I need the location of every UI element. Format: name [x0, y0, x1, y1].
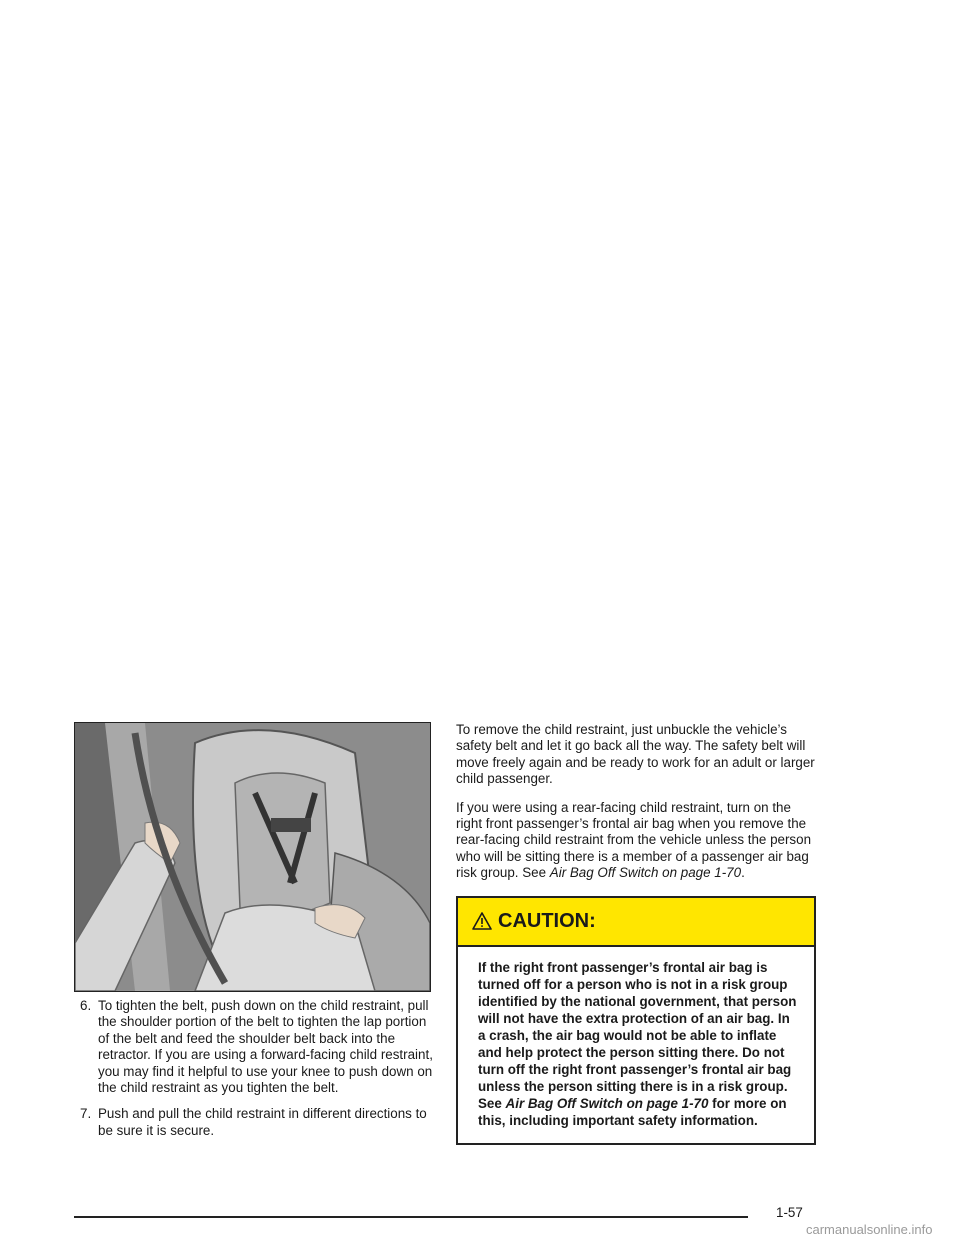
- caution-title: CAUTION:: [498, 909, 596, 932]
- step-text: Push and pull the child restraint in different directions to be sure it is secure.: [98, 1106, 427, 1138]
- paragraph-text: If you were using a rear-facing child restraint, turn on the right front passenger’s frontal air bag when you remove the rear-facing child restraint from the vehicle unless the person who will be sitting there is a member of a passenger air bag risk group. See: [456, 799, 812, 881]
- watermark: carmanualsonline.info: [806, 1222, 933, 1237]
- caution-cross-reference-link[interactable]: Air Bag Off Switch on page 1-70: [505, 1095, 709, 1111]
- step-number: 7.: [80, 1106, 92, 1122]
- step-text: To tighten the belt, push down on the child restraint, pull the shoulder portion of the belt to tighten the lap portion of the belt and feed the shoulder belt back into the retractor. If you are using a forward-facing child restraint, you may find it helpful to use your knee to push down on the child restraint as you tighten the belt.: [98, 998, 433, 1096]
- child-restraint-illustration: [74, 722, 431, 992]
- child-restraint-illustration-art: [75, 723, 430, 991]
- right-column: [456, 722, 816, 1145]
- caution-text: If the right front passenger’s frontal air bag is turned off for a person who is not in a risk group identified by the national government, that person will not have the extra protection of an air bag. In a crash, the air bag would not be able to inflate and help protect the person sitting there. Do not turn off the right front passenger’s frontal air bag unless the person sitting there is in a risk group. See: [478, 959, 797, 1111]
- footer-rule: [74, 1216, 748, 1218]
- paragraph-text-end: .: [741, 865, 745, 881]
- caution-box: [456, 896, 816, 1145]
- caution-text-end: for more on this, including important safety information.: [478, 1095, 787, 1128]
- warning-triangle-icon: [472, 911, 492, 931]
- paragraph-rear-facing: [456, 800, 816, 882]
- left-column: [74, 722, 434, 1149]
- caution-header: [458, 898, 814, 947]
- step-item: [74, 1106, 434, 1139]
- paragraph-remove-restraint: To remove the child restraint, just unbuckle the vehicle’s safety belt and let it go back all the way. The safety belt will move freely again and be ready to work for an adult or larger child passenger.: [456, 722, 815, 787]
- steps-list: [74, 998, 434, 1139]
- cross-reference-link[interactable]: Air Bag Off Switch on page 1-70: [549, 865, 742, 881]
- step-item: [74, 998, 434, 1096]
- page-number: 1-57: [776, 1205, 803, 1220]
- step-number: 6.: [80, 998, 92, 1013]
- caution-body: [458, 947, 814, 1143]
